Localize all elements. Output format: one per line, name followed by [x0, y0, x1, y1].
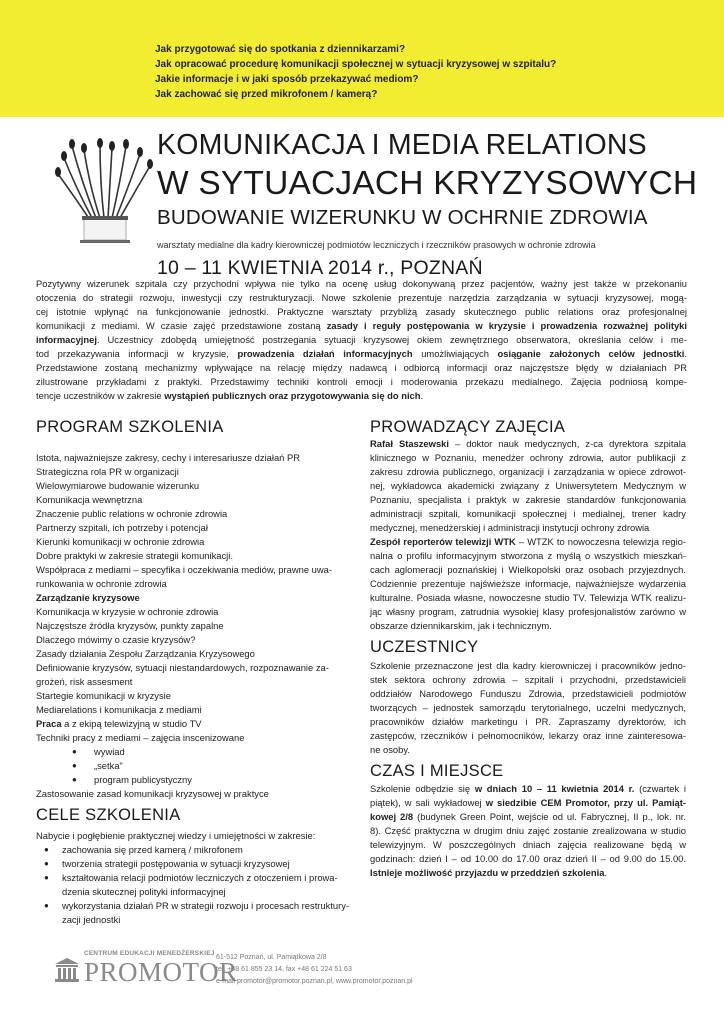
time-place-part: piątek), w sali wykładowej [370, 797, 486, 808]
goal-text: wykorzystania działań PR w strategii rozwoju i procesach restruktury- [62, 900, 350, 911]
program-item: Startegie komunikacji w kryzysie [36, 690, 171, 701]
program-item: runkowania w ochronie zdrowia [36, 578, 167, 589]
program-item: Komunikacja wewnętrzna [36, 494, 143, 505]
intro-line: otoczenia do strategii rozwoju, inwestycji czy restrukturyzacji. Nowe szkolenie prezentuje narzędzia zarządzania w sytuacji kryzysowej, mogą- [36, 292, 687, 303]
intro-text: tod przekazywania informacji w kryzysie, [36, 348, 238, 359]
time-place-heading: CZAS I MIEJSCE [370, 762, 504, 780]
participants-line: zastępców, rzeczników i pełnomocników, lekarzy oraz inne zainteresowa- [370, 730, 686, 741]
intro-bold: prowadzenia działań informacyjnych [237, 348, 413, 359]
bullet-icon: ● [44, 873, 49, 882]
program-text: a z ekipą telewizyjną w studio TV [61, 718, 202, 729]
goal-text: dzenia skutecznej polityki informacyjnej [62, 886, 226, 897]
time-place-line [370, 866, 686, 880]
goal-text: kształtowania relacji podmiotów leczniczych z otoczeniem i prowa- [62, 872, 338, 883]
logo-wordmark: PROMOTOR [84, 957, 238, 987]
intro-bold: wystąpień publicznych oraz przygotowywania się do nich [164, 390, 421, 401]
program-item: Zasady działania Zespołu Zarządzania Kryzysowego [36, 648, 255, 659]
contact-address: 61-512 Poznań, ul. Pamiątkowa 2/8 [216, 954, 327, 961]
intro-line [36, 389, 687, 403]
program-item: Wielowymiarowe budowanie wizerunku [36, 480, 200, 491]
bullet-icon: ● [72, 747, 77, 756]
goal-text: zachowania się przed kamerą / mikrofonem [62, 844, 243, 855]
title-line-2: W SYTUACJACH KRYZYSOWYCH [157, 165, 698, 202]
time-place-part: Szkolenie odbędzie się [370, 783, 475, 794]
program-list-general [36, 451, 332, 591]
bullet-icon: ● [44, 845, 49, 854]
program-heading: PROGRAM SZKOLENIA [36, 418, 224, 436]
question-banner [0, 0, 724, 117]
trainers-line: Codziennie prezentuje najświeższe informacje, najważniejsze wydarzenia [370, 578, 686, 589]
program-bullet-text: program publicystyczny [94, 774, 192, 785]
goal-item [36, 857, 349, 871]
program-item: Zastosowanie zasad komunikacji kryzysowej w praktyce [36, 788, 269, 799]
program-bold: Praca [36, 718, 62, 729]
program-item: grożeń, risk assesment [36, 676, 133, 687]
goals-heading: CELE SZKOLENIA [36, 806, 181, 824]
program-item: Istota, najważniejsze zakresy, cechy i interesariusze działań PR [36, 452, 301, 463]
trainers-text [370, 437, 686, 633]
time-place-part: (czwartek i [634, 783, 686, 794]
trainers-line: obszarze dziennikarskim, jak i technicznym. [370, 620, 552, 631]
title-line-1: KOMUNIKACJA I MEDIA RELATIONS [157, 129, 647, 161]
trainers-line: zakresu zdrowia publicznego, organizacji i zarządzania w opiece zdrowot- [370, 466, 686, 477]
trainers-line: cach aglomeracji poznańskiej i Wielkopolski oraz osobach przyjezdnych. [370, 564, 686, 575]
intro-paragraph [36, 277, 687, 403]
bullet-icon: ● [44, 859, 49, 868]
time-place-line: godzinach: dzień I – od 10.00 do 17.00 oraz dzień II – od 9.00 do 15.00. [370, 853, 686, 864]
trainer-name: Zespół reporterów telewizji WTK [370, 536, 516, 547]
intro-text: . [420, 390, 424, 401]
trainers-text-part: – WTZK to nowoczesna telewizja regio- [515, 536, 686, 547]
trainers-line: nej, wykładowca akademicki związany z Uniwersytetem Medycznym w [370, 480, 686, 491]
program-item: Dobre praktyki w zakresie strategii komunikacji. [36, 550, 233, 561]
goal-item [36, 899, 349, 927]
trainer-name: Rafał Staszewski [370, 438, 449, 449]
program-list-crisis [36, 591, 329, 717]
time-place-text [370, 782, 686, 880]
goal-item [36, 871, 349, 899]
banner-question: Jak opracować procedurę komunikacji społecznej w sytuacji kryzysowej w szpitalu? [155, 59, 557, 70]
building-columns-icon [54, 957, 80, 983]
time-place-bold: Istnieje możliwość przyjazdu w przeddzień szkolenia [370, 867, 605, 878]
participants-line: stek sektora ochrony zdrowia – szpitali i przychodni, przedstawicieli [370, 674, 686, 685]
program-subheading-text: Zarządzanie kryzysowe [36, 592, 140, 603]
program-item: Partnerzy szpitali, ich potrzeby i potencjał [36, 522, 208, 533]
intro-line: Przedstawione zostaną mechanizmy wpływające na relację między nadawcą i odbiorcą informacji oraz najczęstsze błędy w działaniach PR [36, 362, 687, 373]
time-place-bold: w dniach 10 – 11 kwietnia 2014 r. [474, 783, 635, 794]
program-bullet [36, 773, 269, 787]
program-item: Mediarelations i komunikacja z mediami [36, 704, 202, 715]
intro-bold: zasady i reguły postępowania w kryzysie i prowadzenia rozważnej polityki [326, 320, 687, 331]
program-item: Współpraca z mediami – specyfika i oczekiwania mediów, prawne uwa- [36, 564, 332, 575]
trainers-line [370, 535, 686, 549]
time-place-line [370, 782, 686, 796]
program-list-tv [36, 717, 269, 801]
goal-item [36, 843, 349, 857]
bullet-icon: ● [44, 901, 49, 910]
intro-bold: informacyjnej [36, 334, 97, 345]
intro-line [36, 333, 687, 347]
program-subheading [36, 591, 329, 605]
subtitle: warsztaty medialne dla kadry kierowniczej podmiotów leczniczych i rzeczników prasowych w ochronie zdrowia [157, 240, 596, 250]
goals-list [36, 829, 349, 927]
trainers-line: medycznej, menedżerskiej i administracji instytucji ochrony zdrowia [370, 522, 650, 533]
time-place-part: (budynek Green Point, wejście od ul. Fabrycznej, II p., lok. nr. [413, 811, 686, 822]
time-place-line: 8). Część praktyczna w drugim dniu zajęć zostanie zrealizowana w studio [370, 825, 686, 836]
intro-line: zilustrowane przykładami z praktyki. Przedstawimy techniki kontroli emocji i moderowania przekazu medialnego. Zajęcia podniosą kompe- [36, 376, 687, 387]
banner-question: Jak przygotować się do spotkania z dziennikarzami? [155, 44, 406, 55]
trainers-line: kulturalne. Posiada własne, nowoczesne studio TV. Telewizja WTK realizu- [370, 592, 686, 603]
time-place-bold: w siedzibie CEM Promotor, przy ul. Pamiąt- [485, 797, 687, 808]
trainers-line: Poznaniu, specjalista i praktyk w zakresie standardów funkcjonowania [370, 494, 686, 505]
trainers-heading: PROWADZĄCY ZAJĘCIA [370, 418, 566, 436]
date-place: 10 – 11 KWIETNIA 2014 r., POZNAŃ [157, 257, 483, 279]
intro-line [36, 319, 687, 333]
trainers-line: klinicznego w Poznaniu, menedżer ochrony zdrowia, autor publikacji z [370, 452, 686, 463]
intro-text: . [684, 348, 687, 359]
trainers-line: administracji szpitali, komunikacji społecznej i medialnej, trener kadry [370, 508, 686, 519]
participants-text [370, 659, 686, 757]
participants-line: ne osoby. [370, 744, 410, 755]
program-item: Dlaczego mówimy o czasie kryzysów? [36, 634, 196, 645]
program-item: Definiowanie kryzysów, sytuacji niestandardowych, rozpoznawanie za- [36, 662, 329, 673]
banner-question: Jakie informacje i w jaki sposób przekazywać mediom? [155, 74, 419, 85]
intro-text: . Uczestnicy zdobędą umiejętność postrzegania sytuacji kryzysowej okiem zewnętrznego obserwatora, określania celów i me- [96, 334, 687, 345]
program-item: Techniki pracy z mediami – zajęcia inscenizowane [36, 732, 245, 743]
program-item: Znaczenie public relations w ochronie zdrowia [36, 508, 228, 519]
time-place-bold: kowej 2/8 [370, 811, 414, 822]
logo-tagline: CENTRUM EDUKACJI MENEDŻERSKIEJ [84, 950, 215, 957]
time-place-line [370, 796, 686, 810]
time-place-part: . [604, 867, 608, 878]
time-place-line [370, 810, 686, 824]
bullet-icon: ● [72, 775, 77, 784]
goals-intro: Nabycie i pogłębienie praktycznej wiedzy i umiejętności w zakresie: [36, 830, 316, 841]
banner-question: Jak zachować się przed mikrofonem / kamerą? [155, 89, 378, 100]
program-item: Najczęstsze źródła kryzysów, punkty zapalne [36, 620, 224, 631]
contact-info [216, 952, 413, 988]
intro-line: Pozytywny wizerunek szpitala czy przychodni wpływa nie tylko na ocenę usług dokonywaną przez pacjentów, ważny jest także w przekonaniu [36, 278, 687, 289]
intro-text: tencje uczestników w zakresie [36, 390, 165, 401]
goal-text: zacji jednostki [62, 914, 121, 925]
trainers-line [370, 437, 686, 451]
trainers-text-part: – doktor nauk medycznych, z-ca dyrektora szpitala [448, 438, 686, 449]
intro-text: umożliwiających [412, 348, 498, 359]
program-bullet [36, 759, 269, 773]
contact-email: e-mail promotor@promotor.poznan.pl, www.promotor.poznan.pl [216, 978, 413, 985]
intro-line: cej istotnie wpłynąć na funkcjonowanie jednostki. Praktyczne warsztaty przybliżą zasady skutecznego public relations oraz profesjonalnej [36, 306, 687, 317]
trainers-line: nalna o profilu informacyjnym stworzona z myślą o wszystkich mieszkań- [370, 550, 686, 561]
program-bullet [36, 745, 269, 759]
contact-phone: tel. +48 61 855 23 14, fax +48 61 224 51 63 [216, 966, 352, 973]
program-item: Kierunki komunikacji w ochronie zdrowia [36, 536, 205, 547]
program-item [36, 717, 269, 731]
title-line-3: BUDOWANIE WIZERUNKU W OCHRNIE ZDROWIA [157, 206, 648, 229]
bullet-icon: ● [72, 761, 77, 770]
microphones-illustration [54, 138, 154, 250]
goal-text: tworzenia strategii postępowania w sytuacji kryzysowej [62, 858, 290, 869]
promotor-logo [54, 950, 238, 987]
intro-text: komunikacji z mediami. W czasie zajęć przedstawione zostaną [36, 320, 327, 331]
participants-line: tworzących – jednostek samorządu terytorialnego, uczelni medycznych, [370, 702, 686, 713]
participants-line: oddziałów Narodowego Funduszu Zdrowia, przedstawicieli podmiotów [370, 688, 686, 699]
participants-line: Szkolenie przeznaczone jest dla kadry kierowniczej i pracowników jedno- [370, 660, 686, 671]
program-item: Strategiczna rola PR w organizacji [36, 466, 179, 477]
program-bullet-text: wywiad [94, 746, 125, 757]
participants-line: pracowników działów marketingu i PR. Zapraszamy dyrektorów, ich [370, 716, 686, 727]
program-item: Komunikacja w kryzysie w ochronie zdrowia [36, 606, 219, 617]
trainers-line: jąc własny program, zatrudnia wysokiej klasy profesjonalistów zarówno w [370, 606, 686, 617]
intro-line [36, 347, 687, 361]
intro-bold: osiąganie założonych celów jednostki [497, 348, 685, 359]
participants-heading: UCZESTNICY [370, 638, 479, 656]
time-place-line: telewizyjnym. W poszczególnych dniach zajęcia realizowane będą w [370, 839, 686, 850]
program-bullet-text: „setka” [94, 760, 123, 771]
